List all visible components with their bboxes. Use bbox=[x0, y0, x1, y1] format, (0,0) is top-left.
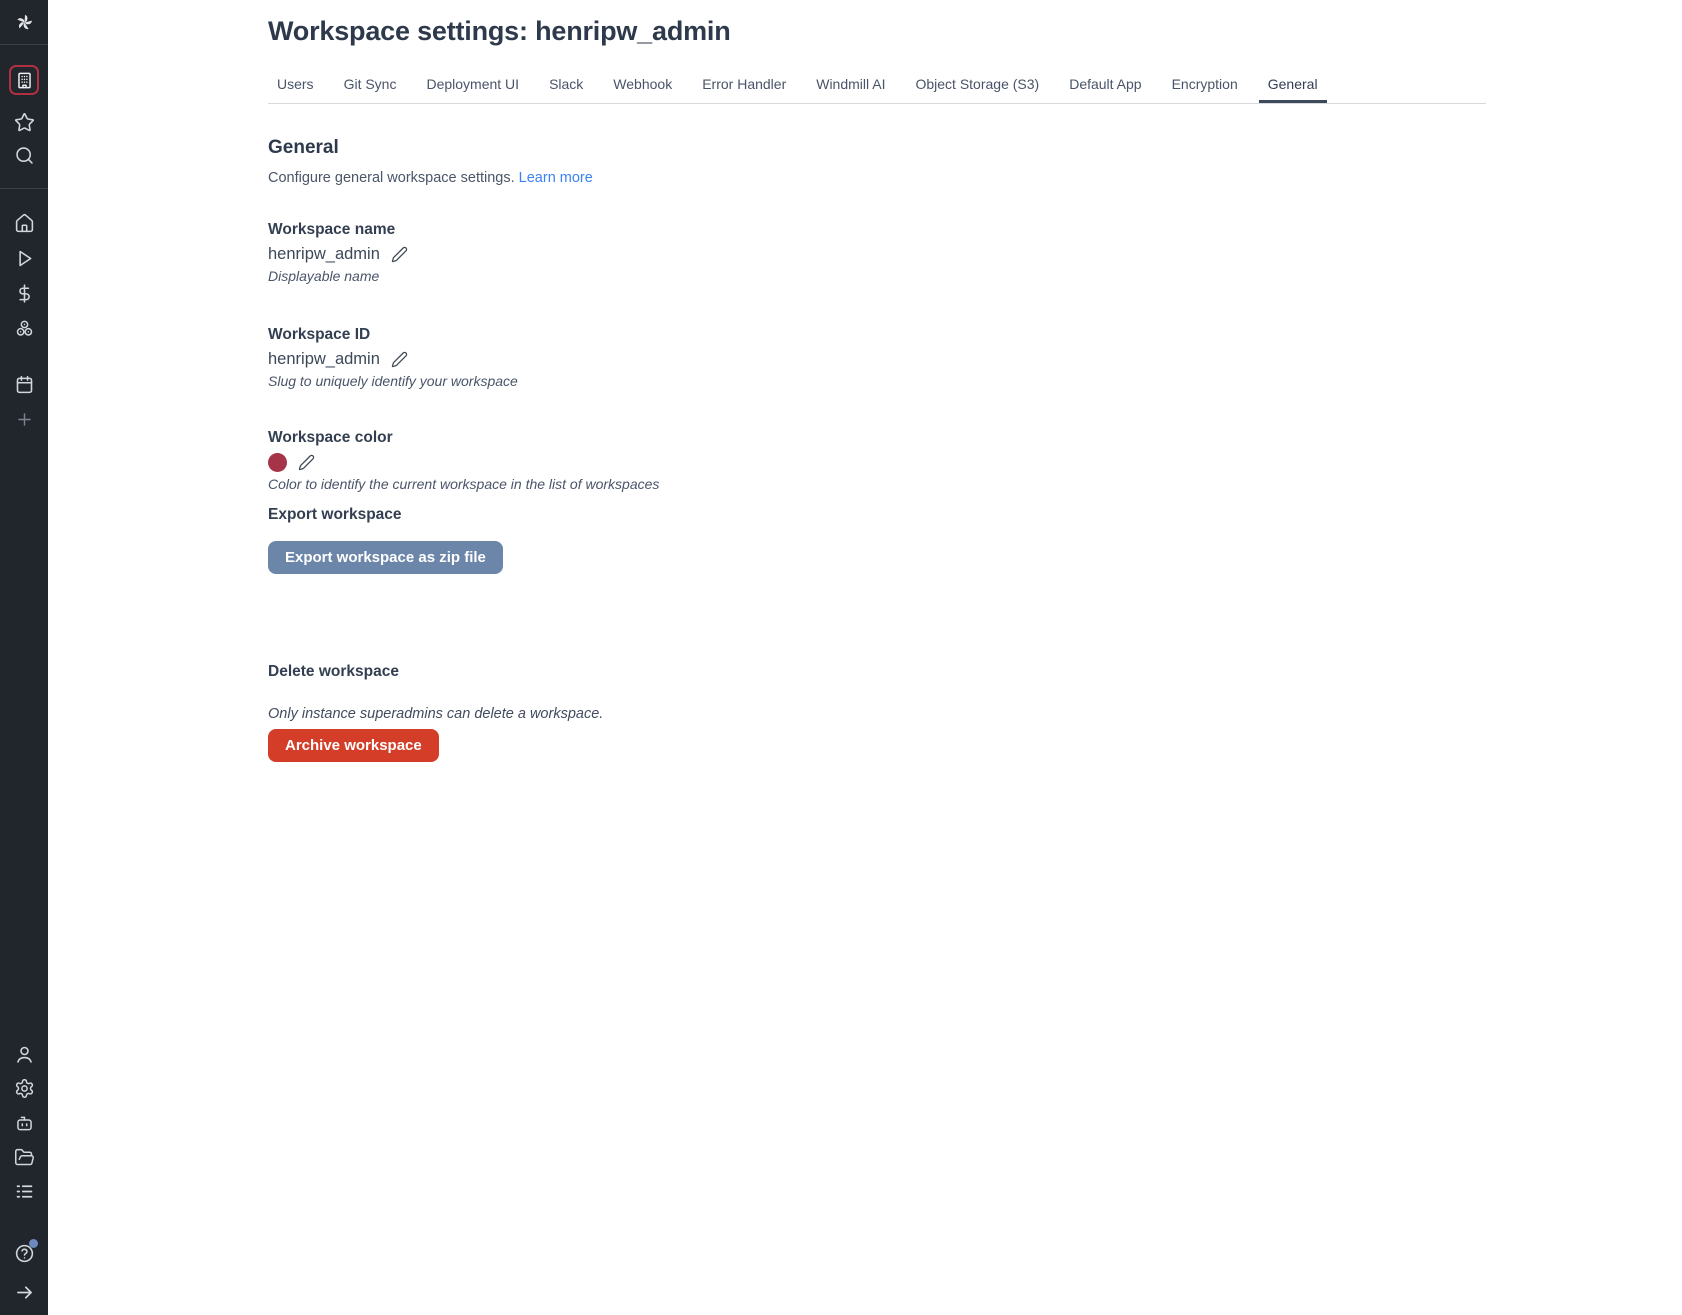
sidebar-item-folders[interactable] bbox=[0, 1145, 48, 1169]
workspace-name-row bbox=[268, 243, 1486, 265]
export-workspace-button[interactable]: Export workspace as zip file bbox=[268, 541, 503, 574]
sidebar-item-resources[interactable] bbox=[0, 316, 48, 340]
section-description bbox=[268, 168, 1486, 188]
notification-dot bbox=[29, 1239, 38, 1248]
search-icon bbox=[14, 145, 35, 166]
sidebar-divider bbox=[0, 44, 48, 45]
star-icon bbox=[14, 112, 35, 133]
tab-error-handler[interactable]: Error Handler bbox=[702, 76, 787, 92]
workspace-id-hint: Slug to uniquely identify your workspace bbox=[268, 373, 518, 389]
sidebar-item-users[interactable] bbox=[0, 1042, 48, 1066]
play-icon bbox=[14, 248, 35, 269]
workspace-color-row bbox=[268, 451, 1486, 473]
section-description-text: Configure general workspace settings. bbox=[268, 170, 515, 186]
sidebar-item-workspace[interactable] bbox=[0, 65, 48, 95]
delete-workspace-note: Only instance superadmins can delete a workspace. bbox=[268, 706, 604, 722]
delete-workspace-label: Delete workspace bbox=[268, 663, 399, 680]
edit-workspace-name-button[interactable] bbox=[391, 246, 408, 263]
workspace-id-label: Workspace ID bbox=[268, 326, 371, 343]
tab-windmill-ai[interactable]: Windmill AI bbox=[816, 76, 886, 92]
sidebar-item-collapse[interactable] bbox=[0, 1280, 48, 1304]
sidebar-divider bbox=[0, 188, 48, 189]
dollar-icon bbox=[14, 283, 35, 304]
sidebar-item-favorites[interactable] bbox=[0, 110, 48, 134]
windmill-logo-icon bbox=[14, 12, 35, 33]
section-heading-general: General bbox=[268, 137, 339, 158]
building-icon bbox=[15, 71, 34, 90]
workspace-color-label: Workspace color bbox=[268, 429, 393, 446]
resources-icon bbox=[14, 318, 35, 339]
tab-general[interactable]: General bbox=[1259, 72, 1327, 103]
sidebar-item-add[interactable] bbox=[0, 407, 48, 431]
main-content bbox=[268, 0, 1486, 762]
tab-encryption[interactable]: Encryption bbox=[1171, 76, 1238, 92]
workspace-id-row bbox=[268, 348, 1486, 370]
pencil-icon bbox=[298, 454, 315, 471]
arrow-right-icon bbox=[14, 1282, 35, 1303]
sidebar-item-runs[interactable] bbox=[0, 246, 48, 270]
workspace-color-swatch bbox=[268, 453, 287, 472]
workspace-id-value: henripw_admin bbox=[268, 350, 380, 368]
tab-users[interactable]: Users bbox=[277, 76, 314, 92]
home-icon bbox=[14, 213, 35, 234]
sidebar-item-home[interactable] bbox=[0, 211, 48, 235]
folder-open-icon bbox=[14, 1147, 35, 1168]
user-icon bbox=[14, 1044, 35, 1065]
workspace-color-hint: Color to identify the current workspace in the list of workspaces bbox=[268, 476, 660, 492]
sidebar-item-help[interactable] bbox=[0, 1241, 48, 1265]
archive-workspace-button[interactable]: Archive workspace bbox=[268, 729, 439, 762]
sidebar-bottom-group bbox=[0, 1042, 48, 1304]
robot-icon bbox=[14, 1113, 35, 1134]
tab-default-app[interactable]: Default App bbox=[1069, 76, 1142, 92]
page-title: Workspace settings: henripw_admin bbox=[268, 16, 731, 46]
tab-slack[interactable]: Slack bbox=[549, 76, 584, 92]
windmill-logo[interactable] bbox=[0, 0, 48, 44]
sidebar bbox=[0, 0, 48, 1315]
tab-webhook[interactable]: Webhook bbox=[613, 76, 673, 92]
sidebar-item-schedules[interactable] bbox=[0, 372, 48, 396]
export-workspace-label: Export workspace bbox=[268, 506, 402, 523]
edit-workspace-color-button[interactable] bbox=[298, 454, 315, 471]
workspace-name-hint: Displayable name bbox=[268, 268, 380, 284]
tab-deployment-ui[interactable]: Deployment UI bbox=[426, 76, 520, 92]
edit-workspace-id-button[interactable] bbox=[391, 351, 408, 368]
sidebar-item-variables[interactable] bbox=[0, 281, 48, 305]
workspace-name-value: henripw_admin bbox=[268, 245, 380, 263]
workspace-name-label: Workspace name bbox=[268, 221, 396, 238]
plus-icon bbox=[15, 410, 34, 429]
gear-icon bbox=[14, 1078, 35, 1099]
tab-object-storage[interactable]: Object Storage (S3) bbox=[915, 76, 1040, 92]
settings-tabbar bbox=[268, 72, 1486, 104]
tab-git-sync[interactable]: Git Sync bbox=[343, 76, 397, 92]
pencil-icon bbox=[391, 246, 408, 263]
pencil-icon bbox=[391, 351, 408, 368]
calendar-icon bbox=[14, 374, 35, 395]
workspace-selected-ring bbox=[9, 65, 39, 95]
list-icon bbox=[14, 1181, 35, 1202]
sidebar-item-workers[interactable] bbox=[0, 1111, 48, 1135]
sidebar-item-search[interactable] bbox=[0, 143, 48, 167]
learn-more-link[interactable]: Learn more bbox=[518, 170, 593, 186]
sidebar-item-settings[interactable] bbox=[0, 1076, 48, 1100]
sidebar-item-logs[interactable] bbox=[0, 1179, 48, 1203]
